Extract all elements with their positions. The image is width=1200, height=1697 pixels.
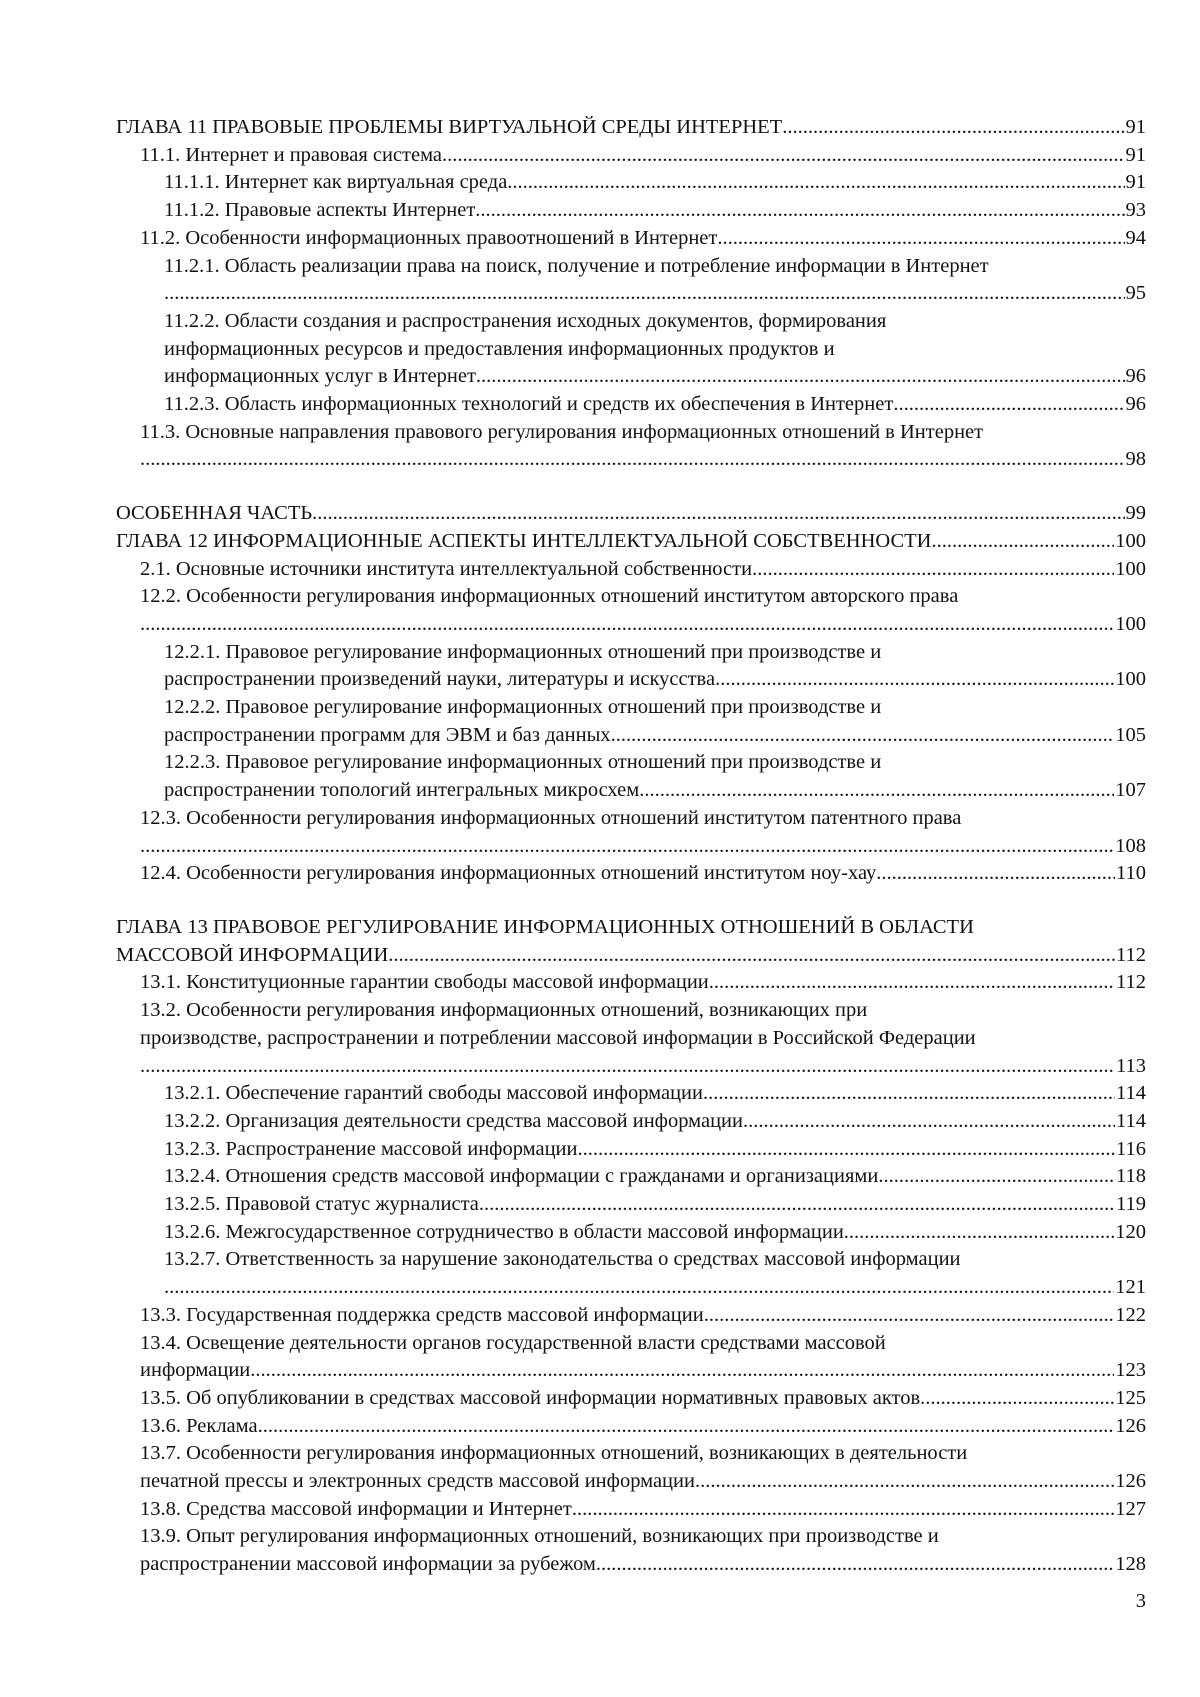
toc-subsection-entry[interactable] bbox=[116, 1080, 1146, 1108]
toc-page-number: 94 bbox=[1125, 226, 1146, 249]
toc-entry-text: 2.1. Основные источники института интеллектуальной собственности bbox=[140, 557, 753, 580]
toc-entry-text: распространении топологий интегральных микросхем bbox=[164, 779, 640, 802]
toc-entry-text: МАССОВОЙ ИНФОРМАЦИИ bbox=[116, 943, 389, 966]
toc-entry-line bbox=[140, 611, 1146, 639]
toc-section-entry[interactable] bbox=[116, 142, 1146, 170]
toc-page-number: 96 bbox=[1125, 393, 1146, 416]
toc-section-entry[interactable] bbox=[116, 1330, 1146, 1385]
dot-leader bbox=[709, 969, 1115, 997]
toc-entry-text: 13.2.7. Ответственность за нарушение законодательства о средствах массовой информации bbox=[164, 1248, 961, 1271]
toc-section-entry[interactable] bbox=[116, 419, 1146, 474]
toc-page-number: 107 bbox=[1115, 779, 1146, 802]
toc-entry-line bbox=[140, 142, 1146, 170]
toc-section-entry[interactable] bbox=[116, 1523, 1146, 1578]
toc-entry-text: 13.2.3. Распространение массовой информации bbox=[164, 1137, 578, 1160]
dot-leader bbox=[931, 528, 1114, 556]
dot-leader bbox=[639, 777, 1114, 805]
dot-leader bbox=[695, 1468, 1114, 1496]
toc-entry-line bbox=[164, 1191, 1146, 1219]
toc-page-number: 121 bbox=[1115, 1276, 1146, 1299]
toc-entry-text: 12.2. Особенности регулирования информационных отношений институтом авторского права bbox=[140, 585, 959, 608]
toc-page-number: 126 bbox=[1115, 1414, 1146, 1437]
toc-subsection-entry[interactable] bbox=[116, 1219, 1146, 1247]
toc-subsection-entry[interactable] bbox=[116, 1136, 1146, 1164]
section-gap bbox=[116, 474, 1146, 500]
toc-page-number: 118 bbox=[1116, 1165, 1146, 1188]
toc-entry-line bbox=[164, 777, 1146, 805]
dot-leader bbox=[250, 1357, 1114, 1385]
toc-entry-text: 13.5. Об опубликовании в средствах массовой информации нормативных правовых актов bbox=[140, 1386, 921, 1409]
toc-page-number: 96 bbox=[1125, 365, 1146, 388]
toc-page-number: 100 bbox=[1115, 612, 1146, 635]
toc-entry-line bbox=[140, 1496, 1146, 1524]
toc-page-number: 108 bbox=[1115, 834, 1146, 857]
toc-page-number: 100 bbox=[1115, 529, 1146, 552]
section-gap bbox=[116, 888, 1146, 914]
toc-subsection-entry[interactable] bbox=[116, 639, 1146, 694]
toc-chapter-entry[interactable] bbox=[116, 500, 1146, 528]
toc-entry-text: 13.2.2. Организация деятельности средства массовой информации bbox=[164, 1109, 743, 1132]
toc-page-number: 91 bbox=[1125, 143, 1146, 166]
toc-section-entry[interactable] bbox=[116, 860, 1146, 888]
toc-entry-text: 13.2.6. Межгосударственное сотрудничество в области массовой информации bbox=[164, 1220, 844, 1243]
toc-page-number: 127 bbox=[1115, 1497, 1146, 1520]
toc-page-number: 123 bbox=[1115, 1359, 1146, 1382]
toc-entry-text: 13.4. Освещение деятельности органов государственной власти средствами массовой bbox=[140, 1331, 886, 1354]
toc-subsection-entry[interactable] bbox=[116, 169, 1146, 197]
toc-entry-line bbox=[164, 1080, 1146, 1108]
dot-leader bbox=[717, 225, 1124, 253]
toc-entry-text: ОСОБЕННАЯ ЧАСТЬ bbox=[116, 502, 313, 525]
toc-section-entry[interactable] bbox=[116, 805, 1146, 860]
dot-leader bbox=[140, 833, 1114, 861]
toc-entry-text: 11.2.1. Область реализации права на поиск, получение и потребление информации в Интернет bbox=[164, 254, 989, 277]
toc-entry-text: 11.2. Особенности информационных правоотношений в Интернет bbox=[140, 226, 718, 249]
toc-entry-text: 13.3. Государственная поддержка средств массовой информации bbox=[140, 1303, 704, 1326]
toc-subsection-entry[interactable] bbox=[116, 1246, 1146, 1301]
toc-section-entry[interactable] bbox=[116, 969, 1146, 997]
dot-leader bbox=[164, 1274, 1114, 1302]
dot-leader bbox=[312, 500, 1124, 528]
table-of-contents bbox=[116, 114, 1146, 1579]
toc-page-number: 98 bbox=[1125, 448, 1146, 471]
toc-entry-text: ГЛАВА 13 ПРАВОВОЕ РЕГУЛИРОВАНИЕ ИНФОРМАЦИОННЫХ ОТНОШЕНИЙ В ОБЛАСТИ bbox=[116, 915, 974, 938]
toc-page-number: 93 bbox=[1125, 199, 1146, 222]
toc-entry-text: 13.7. Особенности регулирования информационных отношений, возникающих в деятельности bbox=[140, 1442, 968, 1465]
toc-page-number: 119 bbox=[1116, 1193, 1146, 1216]
dot-leader bbox=[704, 1302, 1115, 1330]
toc-entry-text: 13.1. Конституционные гарантии свободы массовой информации bbox=[140, 971, 709, 994]
dot-leader bbox=[782, 114, 1124, 142]
toc-entry-line bbox=[164, 666, 1146, 694]
toc-section-entry[interactable] bbox=[116, 1413, 1146, 1441]
toc-subsection-entry[interactable] bbox=[116, 391, 1146, 419]
toc-section-entry[interactable] bbox=[116, 997, 1146, 1080]
dot-leader bbox=[479, 1191, 1115, 1219]
toc-entry-text: 13.2.5. Правовой статус журналиста bbox=[164, 1193, 479, 1216]
toc-page-number: 116 bbox=[1116, 1137, 1146, 1160]
toc-entry-line bbox=[164, 1163, 1146, 1191]
toc-entry-text: 11.2.2. Области создания и распространения исходных документов, формирования bbox=[164, 309, 887, 332]
toc-entry-text: печатной прессы и электронных средств массовой информации bbox=[140, 1470, 695, 1493]
dot-leader bbox=[752, 556, 1114, 584]
toc-entry-line bbox=[140, 1413, 1146, 1441]
toc-entry-line bbox=[140, 1302, 1146, 1330]
toc-chapter-entry[interactable] bbox=[116, 528, 1146, 556]
toc-subsection-entry[interactable] bbox=[116, 253, 1146, 308]
dot-leader bbox=[703, 1080, 1115, 1108]
toc-page-number: 114 bbox=[1116, 1109, 1146, 1132]
toc-page-number: 100 bbox=[1115, 668, 1146, 691]
toc-entry-line bbox=[164, 1108, 1146, 1136]
toc-subsection-entry[interactable] bbox=[116, 1108, 1146, 1136]
toc-page-number: 91 bbox=[1125, 116, 1146, 138]
toc-entry-line bbox=[164, 722, 1146, 750]
toc-entry-text: ГЛАВА 12 ИНФОРМАЦИОННЫЕ АСПЕКТЫ ИНТЕЛЛЕКТУАЛЬНОЙ СОБСТВЕННОСТИ bbox=[116, 529, 932, 552]
toc-entry-text: 12.2.2. Правовое регулирование информационных отношений при производстве и bbox=[164, 696, 882, 719]
toc-entry-line bbox=[140, 1357, 1146, 1385]
toc-subsection-entry[interactable] bbox=[116, 1191, 1146, 1219]
toc-page-number: 105 bbox=[1115, 723, 1146, 746]
dot-leader bbox=[442, 142, 1124, 170]
toc-entry-text: информационных ресурсов и предоставления информационных продуктов и bbox=[164, 337, 835, 360]
toc-page-number: 122 bbox=[1115, 1303, 1146, 1326]
toc-entry-line bbox=[164, 1219, 1146, 1247]
dot-leader bbox=[611, 722, 1115, 750]
toc-entry-text: распространении программ для ЭВМ и баз данных bbox=[164, 723, 611, 746]
toc-entry-text: 13.8. Средства массовой информации и Интернет bbox=[140, 1497, 572, 1520]
dot-leader bbox=[876, 860, 1115, 888]
toc-entry-text: 12.2.3. Правовое регулирование информационных отношений при производстве и bbox=[164, 751, 882, 774]
toc-page-number: 112 bbox=[1116, 943, 1146, 966]
toc-page-number: 126 bbox=[1115, 1470, 1146, 1493]
dot-leader bbox=[743, 1108, 1115, 1136]
toc-entry-text: 11.1.2. Правовые аспекты Интернет bbox=[164, 199, 476, 222]
toc-entry-line bbox=[140, 446, 1146, 474]
toc-page-number: 95 bbox=[1125, 282, 1146, 305]
toc-entry-line bbox=[164, 197, 1146, 225]
toc-entry-line bbox=[116, 114, 1146, 142]
toc-entry-text: 13.9. Опыт регулирования информационных отношений, возникающих при производстве и bbox=[140, 1525, 939, 1548]
toc-page-number: 91 bbox=[1125, 171, 1146, 194]
toc-entry-text: 12.4. Особенности регулирования информационных отношений институтом ноу-хау bbox=[140, 862, 877, 885]
toc-entry-line bbox=[116, 528, 1146, 556]
toc-subsection-entry[interactable] bbox=[116, 197, 1146, 225]
toc-entry-text: ГЛАВА 11 ПРАВОВЫЕ ПРОБЛЕМЫ ВИРТУАЛЬНОЙ СРЕДЫ ИНТЕРНЕТ bbox=[116, 116, 783, 138]
toc-section-entry[interactable] bbox=[116, 583, 1146, 638]
dot-leader bbox=[572, 1496, 1114, 1524]
toc-entry-line bbox=[116, 500, 1146, 528]
toc-entry-text: распространении массовой информации за рубежом bbox=[140, 1553, 596, 1576]
toc-entry-text: информации bbox=[140, 1359, 251, 1382]
dot-leader bbox=[476, 363, 1125, 391]
toc-entry-text: 11.1.1. Интернет как виртуальная среда bbox=[164, 171, 508, 194]
toc-entry-line bbox=[164, 1136, 1146, 1164]
toc-entry-text: производстве, распространении и потреблении массовой информации в Российской Федерации bbox=[140, 1026, 976, 1049]
toc-subsection-entry[interactable] bbox=[116, 1163, 1146, 1191]
toc-entry-line bbox=[164, 169, 1146, 197]
toc-entry-text: 12.2.1. Правовое регулирование информационных отношений при производстве и bbox=[164, 640, 882, 663]
toc-entry-text: 13.2. Особенности регулирования информационных отношений, возникающих при bbox=[140, 999, 868, 1022]
dot-leader bbox=[893, 391, 1124, 419]
dot-leader bbox=[140, 611, 1114, 639]
toc-page-number: 99 bbox=[1125, 502, 1146, 525]
toc-entry-text: 11.3. Основные направления правового регулирования информационных отношений в Интернет bbox=[140, 420, 984, 443]
toc-entry-line bbox=[140, 969, 1146, 997]
toc-entry-line bbox=[140, 833, 1146, 861]
toc-entry-line bbox=[164, 1274, 1146, 1302]
toc-entry-line bbox=[164, 391, 1146, 419]
toc-page-number: 100 bbox=[1115, 557, 1146, 580]
toc-entry-line bbox=[140, 1551, 1146, 1579]
toc-entry-line bbox=[164, 363, 1146, 391]
toc-section-entry[interactable] bbox=[116, 1440, 1146, 1495]
toc-entry-text: информационных услуг в Интернет bbox=[164, 365, 476, 388]
toc-entry-line bbox=[140, 1053, 1146, 1081]
dot-leader bbox=[578, 1136, 1116, 1164]
toc-entry-text: 11.2.3. Область информационных технологий и средств их обеспечения в Интернет bbox=[164, 393, 894, 416]
toc-page-number: 113 bbox=[1116, 1054, 1146, 1077]
page-number: 3 bbox=[1135, 1590, 1146, 1612]
dot-leader bbox=[475, 197, 1124, 225]
dot-leader bbox=[388, 942, 1115, 970]
toc-subsection-entry[interactable] bbox=[116, 694, 1146, 749]
toc-entry-line bbox=[140, 860, 1146, 888]
toc-entry-line bbox=[116, 942, 1146, 970]
dot-leader bbox=[878, 1163, 1115, 1191]
toc-entry-text: 11.1. Интернет и правовая система bbox=[140, 143, 443, 166]
toc-entry-text: 12.3. Особенности регулирования информационных отношений институтом патентного права bbox=[140, 806, 962, 829]
dot-leader bbox=[507, 169, 1124, 197]
toc-page-number: 120 bbox=[1115, 1220, 1146, 1243]
dot-leader bbox=[258, 1413, 1115, 1441]
toc-entry-line bbox=[140, 225, 1146, 253]
toc-entry-text: распространении произведений науки, литературы и искусства bbox=[164, 668, 716, 691]
toc-page-number: 112 bbox=[1116, 971, 1146, 994]
toc-chapter-entry[interactable] bbox=[116, 914, 1146, 969]
toc-section-entry[interactable] bbox=[116, 1385, 1146, 1413]
dot-leader bbox=[715, 666, 1114, 694]
toc-section-entry[interactable] bbox=[116, 1302, 1146, 1330]
toc-subsection-entry[interactable] bbox=[116, 749, 1146, 804]
toc-subsection-entry[interactable] bbox=[116, 308, 1146, 391]
toc-entry-line bbox=[140, 1468, 1146, 1496]
toc-entry-text: 13.2.4. Отношения средств массовой информации с гражданами и организациями bbox=[164, 1165, 879, 1188]
dot-leader bbox=[140, 1053, 1115, 1081]
toc-entry-text: 13.6. Реклама bbox=[140, 1414, 258, 1437]
toc-page-number: 125 bbox=[1115, 1386, 1146, 1409]
dot-leader bbox=[596, 1551, 1114, 1579]
toc-entry-line bbox=[140, 1385, 1146, 1413]
toc-entry-text: 13.2.1. Обеспечение гарантий свободы массовой информации bbox=[164, 1082, 703, 1105]
dot-leader bbox=[844, 1219, 1114, 1247]
toc-section-entry[interactable] bbox=[116, 225, 1146, 253]
dot-leader bbox=[920, 1385, 1114, 1413]
toc-section-entry[interactable] bbox=[116, 1496, 1146, 1524]
toc-page-number: 114 bbox=[1116, 1082, 1146, 1105]
toc-entry-line bbox=[140, 556, 1146, 584]
toc-page-number: 128 bbox=[1115, 1553, 1146, 1576]
toc-page-number: 110 bbox=[1116, 862, 1146, 885]
dot-leader bbox=[140, 446, 1125, 474]
dot-leader bbox=[164, 280, 1125, 308]
toc-chapter-entry[interactable] bbox=[116, 114, 1146, 142]
toc-section-entry[interactable] bbox=[116, 556, 1146, 584]
toc-entry-line bbox=[164, 280, 1146, 308]
